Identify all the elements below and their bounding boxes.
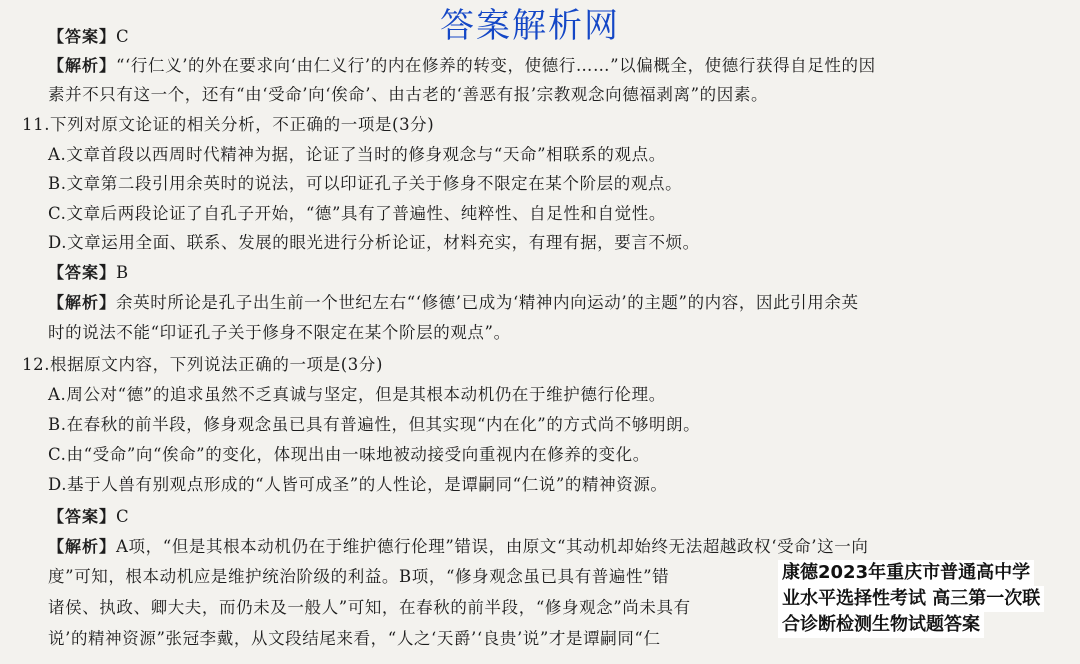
line-text: A项，“但是其根本动机仍在于维护德行伦理”错误，由原文“其动机却始终无法超越政权‘受命’这一向 [116, 537, 869, 556]
overlay-line-3: 合诊断检测生物试题答案 [778, 612, 984, 638]
line-tag: 【答案】 [48, 507, 117, 526]
line-text: B.在春秋的前半段，修身观念虽已具有普遍性，但其实现“内在化”的方式尚不够明朗。 [48, 415, 701, 434]
line-tag: 【答案】 [48, 27, 117, 46]
line-tag: 【解析】 [48, 56, 117, 75]
explanation-11-cont [48, 322, 511, 344]
line-text: 时的说法不能“印证孔子关于修身不限定在某个阶层的观点”。 [48, 323, 511, 342]
line-text: 余英时所论是孔子出生前一个世纪左右“‘修德’已成为‘精神内向运动’的主题”的内容，因此引用余英 [116, 293, 859, 312]
line-text: A.文章首段以西周时代精神为据，论证了当时的修身观念与“天命”相联系的观点。 [48, 145, 666, 164]
explanation-12-cont-3 [48, 628, 661, 650]
line-text: D.基于人兽有别观点形成的“人皆可成圣”的人性论，是谭嗣同“仁说”的精神资源。 [48, 475, 668, 494]
line-text: 说’的精神资源”张冠李戴，从文段结尾来看，“人之‘天爵’‘良贵’说”才是谭嗣同“仁 [48, 629, 661, 648]
option-11-a [48, 144, 666, 166]
line-text: “‘行仁义’的外在要求向‘由仁义行’的内在修养的转变，使德行……”以偏概全，使德行获得自足性的因 [116, 56, 876, 75]
line-tag: 【解析】 [48, 293, 117, 312]
overlay-line-1: 康德2023年重庆市普通高中学 [778, 560, 1034, 586]
explanation-10-cont [48, 84, 768, 106]
explanation-11 [48, 292, 859, 314]
line-tag: 【答案】 [48, 263, 117, 282]
option-12-d [48, 474, 668, 496]
explanation-10 [48, 55, 876, 77]
option-12-c [48, 444, 650, 466]
line-text: C.由“受命”向“俟命”的变化，体现出由一味地被动接受向重视内在修养的变化。 [48, 445, 650, 464]
option-12-a [48, 384, 666, 406]
line-tag: 【解析】 [48, 537, 117, 556]
overlay-line-2: 业水平选择性考试 高三第一次联 [778, 586, 1044, 612]
line-text: C.文章后两段论证了自孔子开始，“德”具有了普遍性、纯粹性、自足性和自觉性。 [48, 204, 666, 223]
explanation-12 [48, 536, 868, 558]
explanation-12-cont-2 [48, 597, 691, 619]
line-text: B.文章第二段引用余英时的说法，可以印证孔子关于修身不限定在某个阶层的观点。 [48, 174, 683, 193]
title-overlay-box [778, 560, 1078, 638]
answer-label-11 [48, 262, 129, 284]
line-text: 素并不只有这一个，还有“由‘受命’向‘俟命’、由古老的‘善恶有报’宗教观念向德福剥离”的因素。 [48, 85, 769, 104]
line-text: 诸侯、执政、卿大夫，而仍未及一般人”可知，在春秋的前半段，“修身观念”尚未具有 [48, 598, 691, 617]
line-text: 度”可知，根本动机应是维护统治阶级的利益。B项，“修身观念虽已具有普遍性”错 [48, 567, 670, 586]
watermark-text: 答案解析网 [440, 6, 620, 46]
line-text: 11.下列对原文论证的相关分析，不正确的一项是(3分) [22, 115, 435, 134]
line-text: A.周公对“德”的追求虽然不乏真诚与坚定，但是其根本动机仍在于维护德行伦理。 [48, 385, 666, 404]
line-text: 12.根据原文内容，下列说法正确的一项是(3分) [22, 355, 384, 374]
line-text: B [116, 263, 129, 282]
explanation-12-cont-1 [48, 566, 669, 588]
option-11-b [48, 173, 682, 195]
answer-label-10 [48, 26, 129, 48]
question-11 [22, 114, 434, 136]
line-text: C [116, 507, 130, 526]
answer-label-12 [48, 506, 129, 528]
line-text: C [116, 27, 130, 46]
question-12 [22, 354, 383, 376]
line-text: D.文章运用全面、联系、发展的眼光进行分析论证，材料充实，有理有据，要言不烦。 [48, 233, 700, 252]
option-11-d [48, 232, 700, 254]
option-11-c [48, 203, 666, 225]
option-12-b [48, 414, 700, 436]
